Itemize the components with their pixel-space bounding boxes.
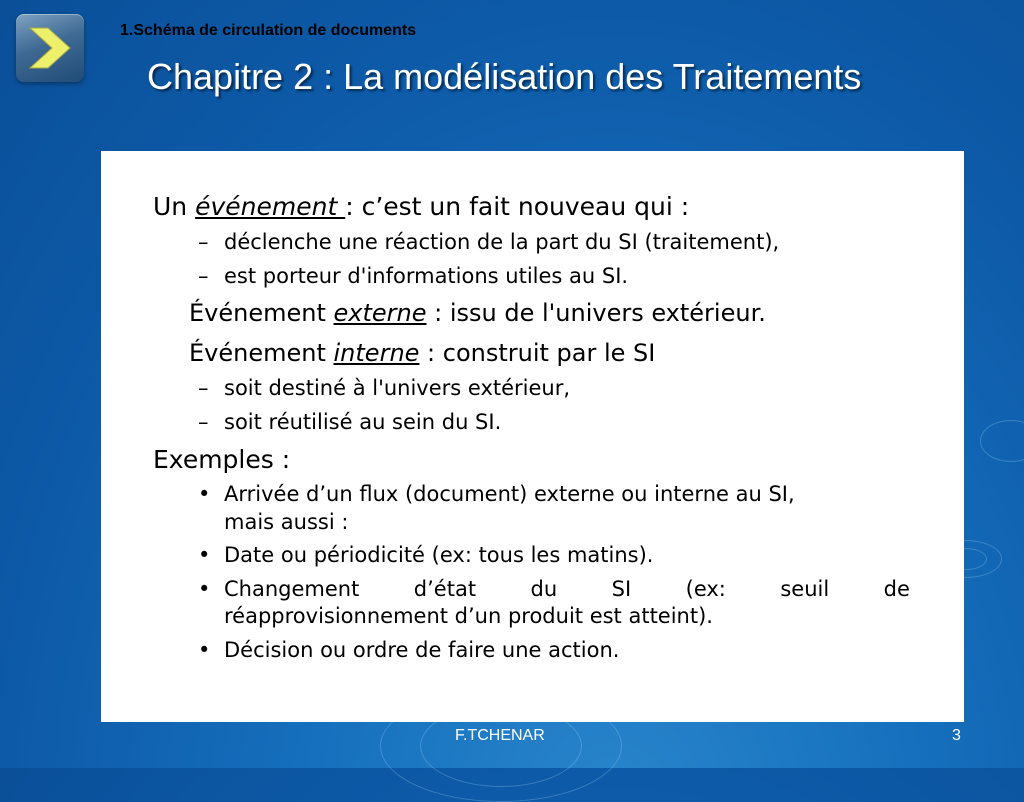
external-suffix: : issu de l'univers extérieur. [426, 299, 766, 327]
internal-point-text: soit destiné à l'univers extérieur, [224, 376, 571, 400]
event-prefix: Un [153, 192, 196, 221]
event-term: événement [195, 192, 346, 221]
bullet-marker: • [198, 482, 211, 506]
footer-author: F.TCHENAR [455, 727, 545, 744]
external-term: externe [333, 299, 427, 327]
internal-prefix: Événement [189, 339, 334, 367]
event-point-1 [198, 230, 779, 254]
external-prefix: Événement [189, 299, 334, 327]
example-word: SI [611, 577, 632, 601]
page-title: Chapitre 2 : La modélisation des Traitements [147, 56, 862, 97]
external-event [189, 299, 766, 327]
bullet-marker: • [198, 543, 211, 567]
example-word: du [530, 577, 558, 601]
example-word: d’état [413, 577, 477, 601]
example-item-3-line2: réapprovisionnement d’un produit est atteint). [224, 604, 713, 628]
example-item-3-bullet [198, 577, 224, 601]
dash-marker: – [198, 264, 209, 288]
dash-marker: – [198, 230, 209, 254]
event-point-2 [198, 264, 628, 288]
example-item-4 [198, 638, 619, 662]
internal-point-1 [198, 376, 570, 400]
event-suffix: : c’est un fait nouveau qui : [345, 192, 690, 221]
examples-heading: Exemples : [153, 445, 291, 474]
event-definition [153, 192, 689, 221]
example-item-1-cont: mais aussi : [224, 510, 349, 534]
internal-suffix: : construit par le SI [419, 339, 656, 367]
example-text: Date ou périodicité (ex: tous les matins). [224, 543, 654, 567]
example-word: de [883, 577, 910, 601]
bullet-marker: • [198, 577, 211, 601]
example-word: seuil [780, 577, 830, 601]
event-point-text: est porteur d'informations utiles au SI. [224, 264, 629, 288]
bullet-marker: • [198, 638, 211, 662]
section-subtitle: 1.Schéma de circulation de documents [120, 22, 417, 39]
example-item-1 [198, 482, 795, 506]
ripple [980, 420, 1024, 462]
chevron-right-icon [16, 14, 84, 82]
dash-marker: – [198, 410, 209, 434]
example-item-2 [198, 543, 653, 567]
page-number: 3 [952, 727, 961, 744]
internal-point-text: soit réutilisé au sein du SI. [224, 410, 502, 434]
dash-marker: – [198, 376, 209, 400]
example-item-3-line1 [224, 577, 910, 601]
example-text: Arrivée d’un flux (document) externe ou interne au SI, [224, 482, 795, 506]
next-slide-button[interactable] [16, 14, 84, 82]
example-word: (ex: [685, 577, 726, 601]
internal-term: interne [333, 339, 420, 367]
example-word: Changement [224, 577, 360, 601]
example-text: Décision ou ordre de faire une action. [224, 638, 620, 662]
event-point-text: déclenche une réaction de la part du SI (traitement), [224, 230, 780, 254]
internal-point-2 [198, 410, 501, 434]
internal-event [189, 339, 655, 367]
